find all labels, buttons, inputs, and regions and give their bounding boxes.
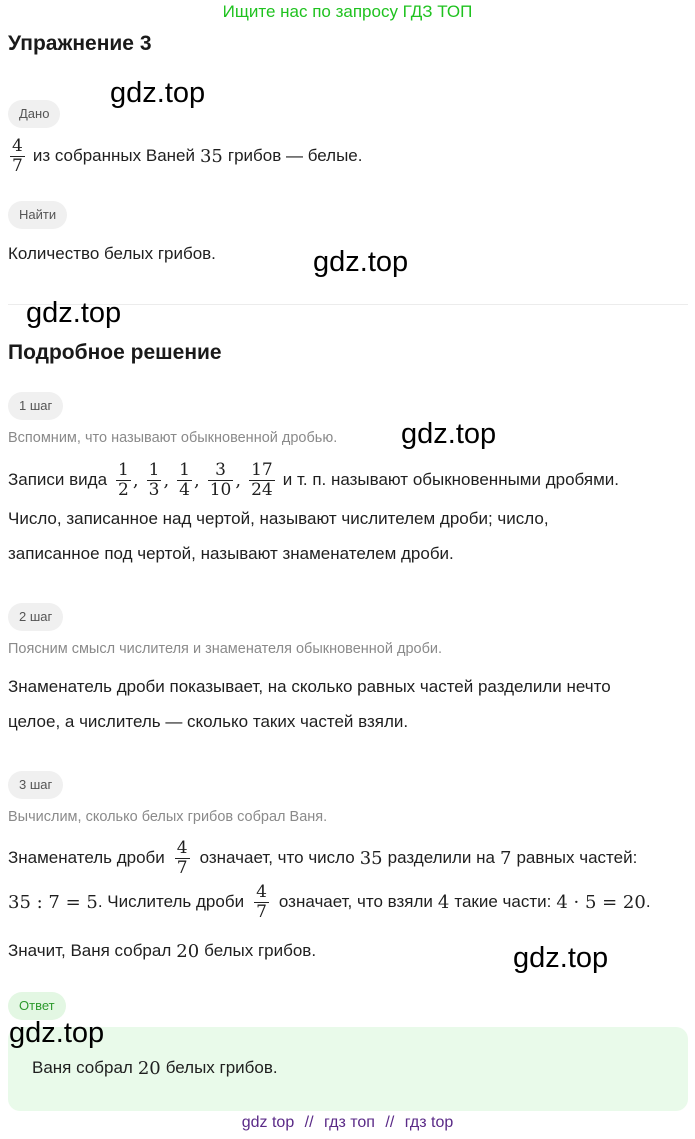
- step1-line-1: [8, 454, 619, 506]
- step3-line-2: [8, 877, 651, 927]
- step3-text-a4: разделили на: [387, 848, 495, 867]
- step3-multiplication: 4 · 5 = 20: [556, 891, 646, 913]
- find-text: Количество белых грибов.: [8, 244, 216, 263]
- watermark: gdz.top: [9, 1017, 105, 1049]
- step3-period: .: [645, 892, 651, 911]
- given-text-1: из собранных Ваней: [32, 146, 195, 165]
- step3-fraction-2: $\frac{4}{7}$: [256, 881, 267, 922]
- footer-link-gdz-top[interactable]: gdz top: [241, 1114, 295, 1131]
- footer-separator: //: [304, 1114, 314, 1131]
- answer-number: 20: [137, 1057, 161, 1079]
- step1-fraction-1: $\frac{1}{2}$: [118, 459, 129, 500]
- step1-line-2: Число, записанное над чертой, называют числителем дроби; число,: [8, 509, 549, 528]
- step3-text-a2: означает, что число: [199, 848, 355, 867]
- step2-pill: 2 шаг: [8, 603, 63, 631]
- given-text-2: грибов — белые.: [227, 146, 363, 165]
- watermark: gdz.top: [313, 246, 409, 278]
- footer-separator: //: [385, 1114, 395, 1131]
- find-pill: Найти: [8, 201, 67, 229]
- step2-line-2: целое, а числитель — сколько таких частей взяли.: [8, 712, 409, 731]
- answer-text-1: Ваня собрал: [32, 1058, 133, 1077]
- solution-title: Подробное решение: [8, 341, 222, 364]
- step3-fraction-1: $\frac{4}{7}$: [176, 837, 188, 878]
- watermark: gdz.top: [401, 418, 497, 450]
- top-banner[interactable]: Ищите нас по запросу ГДЗ ТОП: [222, 2, 473, 21]
- given-fraction-numerator: 4: [12, 135, 23, 156]
- step1-line-3: записанное под чертой, называют знаменателем дроби.: [8, 544, 454, 563]
- step1-fraction-4: $\frac{3}{10}$: [209, 459, 232, 500]
- step2-hint: Поясним смысл числителя и знаменателя обыкновенной дроби.: [8, 641, 443, 657]
- comma: ,: [194, 469, 200, 491]
- watermark: gdz.top: [110, 77, 206, 109]
- step1-fraction-5: $\frac{17}{24}$: [251, 459, 273, 500]
- step3-text-b3: означает, что взяли: [278, 892, 433, 911]
- step1-suffix: и т. п. называют обыкновенными дробями.: [282, 470, 620, 489]
- given-pill: Дано: [8, 100, 60, 128]
- step3-text-c1: Значит, Ваня собрал: [8, 941, 172, 960]
- step3-text-b2: . Числитель дроби: [97, 892, 245, 911]
- step3-line-3: [8, 939, 316, 963]
- step3-number-4: 4: [437, 891, 450, 913]
- step1-hint: Вспомним, что называют обыкновенной дробью.: [8, 430, 338, 446]
- given-line: [8, 131, 362, 181]
- step3-number-7: 7: [500, 847, 512, 869]
- step3-division: 35 : 7 = 5: [8, 891, 98, 913]
- step3-hint: Вычислим, сколько белых грибов собрал Ваня.: [8, 809, 328, 825]
- step1-pill: 1 шаг: [8, 392, 63, 420]
- step3-number-20: 20: [176, 940, 200, 962]
- footer-links: [0, 1114, 695, 1132]
- answer-text-2: белых грибов.: [165, 1058, 278, 1077]
- given-fraction-denominator: 7: [12, 155, 23, 176]
- comma: ,: [235, 469, 242, 491]
- step3-text-c3: белых грибов.: [204, 941, 317, 960]
- answer-text: [32, 1056, 278, 1080]
- step1-fraction-2: $\frac{1}{3}$: [148, 459, 160, 500]
- step3-text-a6: равных частей:: [516, 848, 638, 867]
- step3-line-1: [8, 833, 637, 883]
- watermark: gdz.top: [513, 942, 609, 974]
- given-fraction: [10, 137, 25, 175]
- step3-text-a1: Знаменатель дроби: [8, 848, 165, 867]
- step3-text-b5: такие части:: [454, 892, 552, 911]
- footer-link-gdz-top-ru[interactable]: гдз топ: [324, 1114, 375, 1131]
- step2-line-1: Знаменатель дроби показывает, на сколько равных частей разделили нечто: [8, 677, 611, 696]
- comma: ,: [132, 469, 139, 491]
- step1-prefix: Записи вида: [8, 470, 108, 489]
- page-title: Упражнение 3: [8, 32, 152, 55]
- watermark: gdz.top: [26, 297, 122, 329]
- given-number: 35: [199, 145, 223, 167]
- footer-link-gdz-top-mixed[interactable]: гдз top: [404, 1114, 454, 1131]
- answer-pill: Ответ: [8, 992, 66, 1020]
- comma: ,: [163, 469, 170, 491]
- step1-fraction-3: $\frac{1}{4}$: [179, 459, 190, 500]
- step3-number-35: 35: [359, 847, 383, 869]
- step3-pill: 3 шаг: [8, 771, 63, 799]
